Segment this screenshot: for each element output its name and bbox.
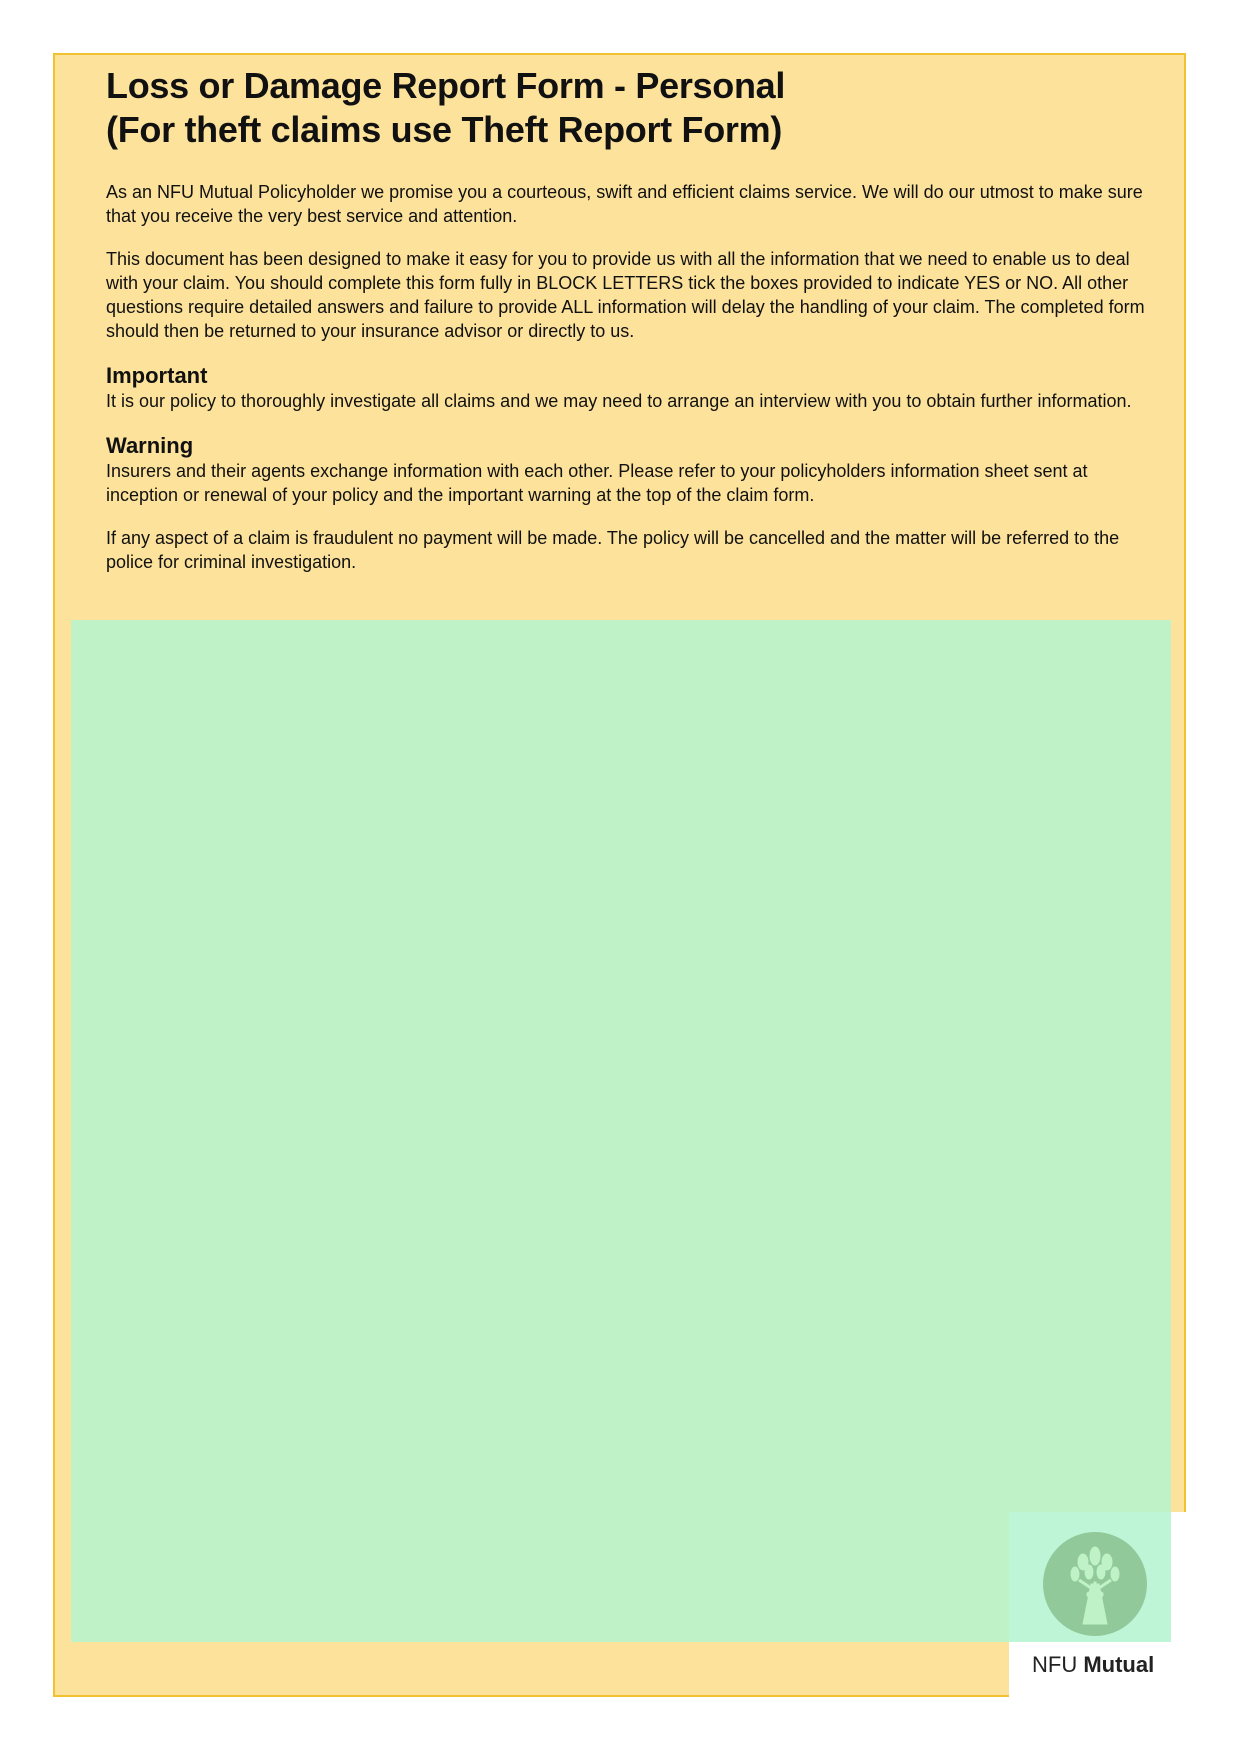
brand-wordmark-nfu: NFU <box>1032 1652 1078 1677</box>
wheatsheaf-icon <box>1043 1532 1147 1636</box>
image-placeholder-panel <box>71 620 1171 1642</box>
intro-paragraph-instructions: This document has been designed to make it easy for you to provide us with all the information that we need to enable us to deal with your claim. You should complete this form fully in BLOCK LETTERS tick the boxes provided to indicate YES or NO. All other questions require detailed answers and failure to provide ALL information will delay the handling of your claim. The completed form should then be returned to your insurance advisor or directly to us. <box>106 249 1145 341</box>
form-intro-section <box>106 64 1146 574</box>
page-title <box>106 64 1146 152</box>
page-title-line-1: Loss or Damage Report Form - Personal <box>106 65 786 106</box>
intro-paragraph-service: As an NFU Mutual Policyholder we promise you a courteous, swift and efficient claims service. We will do our utmost to make sure that you receive the very best service and attention. <box>106 182 1143 226</box>
page-title-line-2: (For theft claims use Theft Report Form) <box>106 109 783 150</box>
important-text: It is our policy to thoroughly investigate all claims and we may need to arrange an interview with you to obtain further information. <box>106 391 1132 411</box>
warning-text-fraud: If any aspect of a claim is fraudulent no payment will be made. The policy will be cancelled and the matter will be referred to the police for criminal investigation. <box>106 528 1120 572</box>
brand-wordmark-mutual: Mutual <box>1083 1652 1155 1677</box>
important-heading: Important <box>106 363 208 388</box>
brand-wordmark <box>1032 1652 1154 1678</box>
logo-panel <box>1009 1512 1171 1642</box>
warning-text-exchange: Insurers and their agents exchange information with each other. Please refer to your policyholders information sheet sent at inception or renewal of your policy and the important warning at the top of the claim form. <box>106 461 1088 505</box>
warning-heading: Warning <box>106 433 194 458</box>
